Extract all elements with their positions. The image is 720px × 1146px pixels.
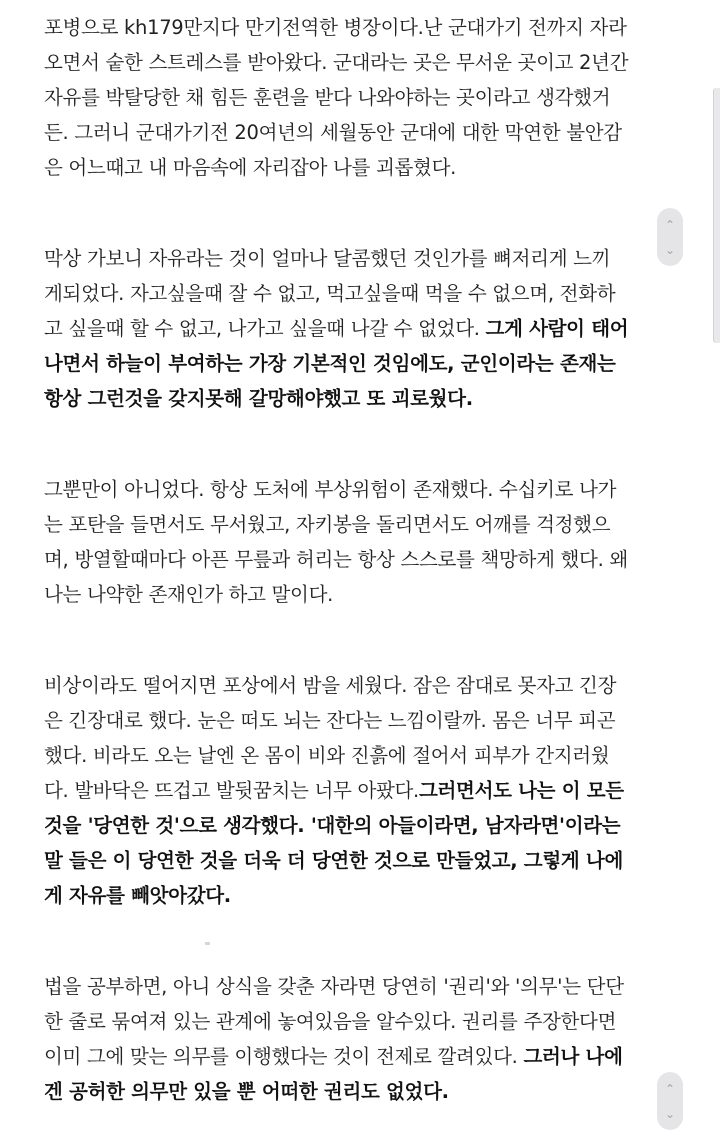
bold-text: 게 자유를 빼앗아갔다.	[44, 884, 231, 907]
text-segment: 는 포탄을 들면서도 무서웠고, 자키봉을 돌리면서도 어깨를 걱정했으	[44, 513, 611, 536]
text-segment: 나는 나약한 존재인가 하고 말이다.	[44, 583, 334, 606]
text-line	[44, 668, 684, 703]
separator-dot	[205, 942, 210, 945]
text-line	[44, 241, 684, 276]
text-line	[44, 507, 684, 542]
text-line	[44, 969, 684, 1004]
bold-text: 말 들은 이 당연한 것을 더욱 더 당연한 것으로 만들었고, 그렇게 나에	[44, 849, 623, 872]
text-line	[44, 577, 684, 612]
article-body	[44, 10, 684, 1109]
text-segment: 자유를 박탈당한 채 힘든 훈련을 받다 나와야하는 곳이라고 생각했거	[44, 86, 611, 109]
text-line	[44, 472, 684, 507]
paragraph-2	[44, 241, 684, 416]
side-edge-handle[interactable]	[713, 88, 720, 343]
text-segment: 했다. 비라도 오는 날엔 온 몸이 비와 진흙에 절어서 피부가 간지러웠	[44, 744, 610, 767]
text-segment: 이미 그에 맞는 의무를 이행했다는 것이 전제로 깔려있다.	[44, 1045, 524, 1068]
scroll-controls-bottom[interactable]	[657, 1072, 683, 1130]
text-line	[44, 45, 684, 80]
paragraph-5	[44, 969, 684, 1109]
text-segment: 며, 방열할때마다 아픈 무릎과 허리는 항상 스스로를 책망하게 했다. 왜	[44, 548, 628, 571]
text-line	[44, 311, 684, 346]
text-line	[44, 773, 684, 808]
bold-text: 겐 공허한 의무만 있을 뿐 어떠한 권리도 없었다.	[44, 1080, 449, 1103]
chevron-down-icon[interactable]: ⌄	[664, 1106, 676, 1121]
text-line	[44, 150, 684, 185]
scroll-controls-top[interactable]	[657, 208, 683, 266]
text-line	[44, 1074, 684, 1109]
text-line	[44, 1004, 684, 1039]
text-segment: 비상이라도 떨어지면 포상에서 밤을 세웠다. 잠은 잠대로 못자고 긴장	[44, 674, 617, 697]
bold-text: 나면서 하늘이 부여하는 가장 기본적인 것임에도, 군인이라는 존재는	[44, 352, 616, 375]
bold-text: 것을 '당연한 것'으로 생각했다. '대한의 아들이라면, 남자라면'이라는	[44, 814, 621, 837]
text-line	[44, 1039, 684, 1074]
paragraph-3	[44, 472, 684, 612]
bold-text: 그러나 나에	[523, 1045, 623, 1068]
text-line	[44, 878, 684, 913]
text-line	[44, 115, 684, 150]
text-segment: 오면서 숱한 스트레스를 받아왔다. 군대라는 곳은 무서운 곳이고 2년간	[44, 51, 629, 74]
text-segment: 게되었다. 자고싶을때 잘 수 없고, 먹고싶을때 먹을 수 없으며, 전화하	[44, 282, 616, 305]
text-line	[44, 346, 684, 381]
text-segment: 든. 그러니 군대가기전 20여년의 세월동안 군대에 대한 막연한 불안감	[44, 121, 622, 144]
text-line	[44, 80, 684, 115]
text-line	[44, 738, 684, 773]
text-segment: 한 줄로 묶여져 있는 관계에 놓여있음을 알수있다. 권리를 주장한다면	[44, 1010, 617, 1033]
text-line	[44, 703, 684, 738]
text-segment: 포병으로 kh179만지다 만기전역한 병장이다.난 군대가기 전까지 자라	[44, 16, 627, 39]
bold-text: 항상 그런것을 갖지못해 갈망해야했고 또 괴로웠다.	[44, 387, 473, 410]
text-line	[44, 381, 684, 416]
text-line	[44, 10, 684, 45]
text-segment: 막상 가보니 자유라는 것이 얼마나 달콤했던 것인가를 뼈저리게 느끼	[44, 247, 611, 270]
text-segment: 다. 발바닥은 뜨겁고 발뒷꿈치는 너무 아팠다.	[44, 779, 419, 802]
text-line	[44, 843, 684, 878]
bold-text: 그게 사람이 태어	[485, 317, 629, 340]
bold-text: 그러면서도 나는 이 모든	[418, 779, 624, 802]
text-segment: 고 싶을때 할 수 없고, 나가고 싶을때 나갈 수 없었다.	[44, 317, 486, 340]
text-segment: 법을 공부하면, 아니 상식을 갖춘 자라면 당연히 '권리'와 '의무'는 단단	[44, 975, 624, 998]
text-line	[44, 276, 684, 311]
paragraph-1	[44, 10, 684, 185]
text-segment: 은 어느때고 내 마음속에 자리잡아 나를 괴롭혔다.	[44, 156, 457, 179]
text-line	[44, 542, 684, 577]
chevron-up-icon[interactable]: ⌃	[664, 1081, 676, 1096]
chevron-down-icon[interactable]: ⌄	[664, 242, 676, 257]
text-segment: 은 긴장대로 했다. 눈은 떠도 뇌는 잔다는 느낌이랄까. 몸은 너무 피곤	[44, 709, 616, 732]
paragraph-4	[44, 668, 684, 913]
text-segment: 그뿐만이 아니었다. 항상 도처에 부상위험이 존재했다. 수십키로 나가	[44, 478, 617, 501]
chevron-up-icon[interactable]: ⌃	[664, 217, 676, 232]
text-line	[44, 808, 684, 843]
